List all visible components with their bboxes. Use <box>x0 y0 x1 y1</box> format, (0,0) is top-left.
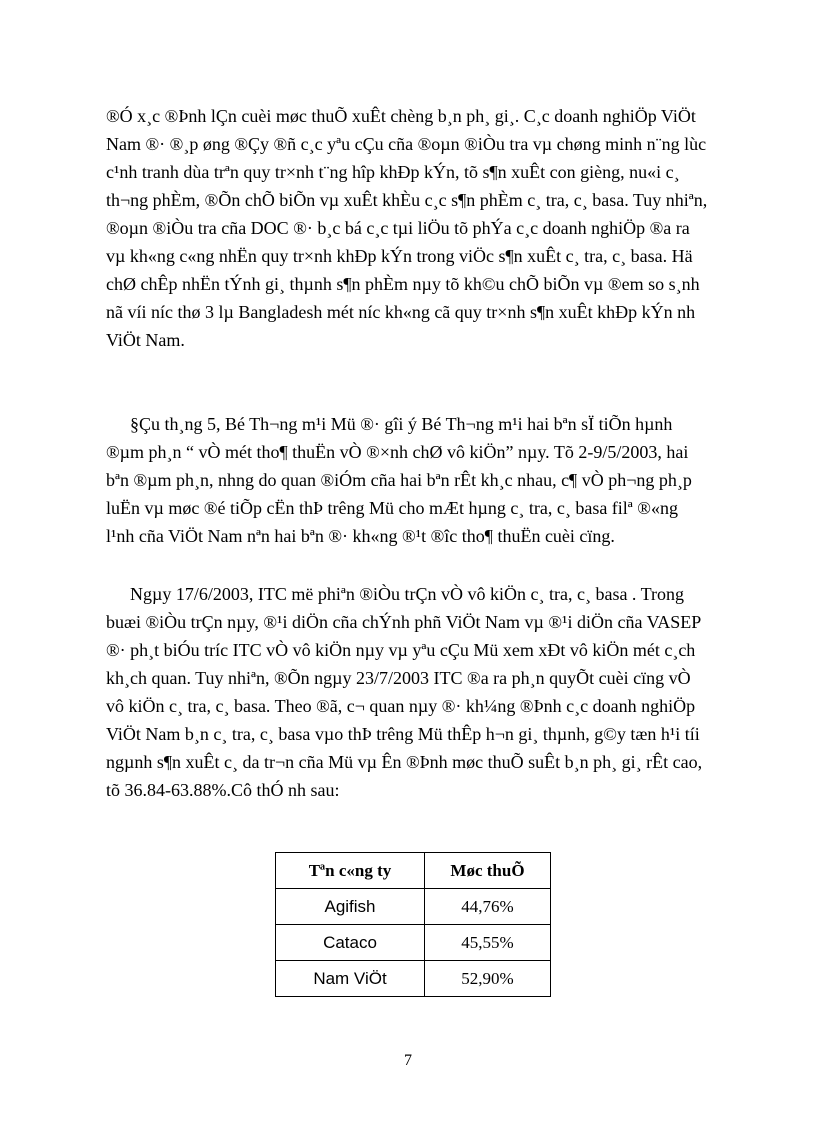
text-line: tõ 36.84-63.88%.Cô thÓ nh sau: <box>106 780 340 800</box>
text-line: nã víi níc thø 3 lµ Bangladesh mét níc kh«ng cã quy tr×nh s¶n xuÊt khÐp kÝn nh <box>106 302 696 322</box>
paragraph-itc-hearing <box>106 580 742 804</box>
table-row <box>276 889 551 925</box>
table-header-row <box>276 853 551 889</box>
text-line: luËn vµ møc ®é tiÕp cËn thÞ trêng Mü cho mÆt hµng c¸ tra, c¸ basa filª ®«ng <box>106 498 678 518</box>
company-cell: Agifish <box>276 889 425 925</box>
text-line: c¹nh tranh dùa trªn quy tr×nh t¨ng hîp khÐp kÝn, tõ s¶n xuÊt con gièng, nu«i c¸ <box>106 162 680 182</box>
text-line: th¬ng phÈm, ®Õn chÕ biÕn vµ xuÊt khÈu c¸c s¶n phÈm c¸ tra, c¸ basa. Tuy nhiªn, <box>106 190 708 210</box>
text-line: vô kiÖn c¸ tra, c¸ basa. Theo ®ã, c¬ quan nµy ®· kh¼ng ®Þnh c¸c doanh nghiÖp <box>106 696 696 716</box>
text-line: §Çu th¸ng 5, Bé Th¬ng m¹i Mü ®· gîi ý Bé Th¬ng m¹i hai bªn sÏ tiÕn hµnh <box>130 414 673 434</box>
column-header-rate: Møc thuÕ <box>425 853 551 889</box>
company-cell: Cataco <box>276 925 425 961</box>
text-line: l¹nh cña ViÖt Nam nªn hai bªn ®· kh«ng ®¹t ®îc tho¶ thuËn cuèi cïng. <box>106 526 615 546</box>
text-line: ®oµn ®iÒu tra cña DOC ®· b¸c bá c¸c tµi liÖu tõ phÝa c¸c doanh nghiÖp ®a ra <box>106 218 690 238</box>
table-row <box>276 961 551 997</box>
page-number: 7 <box>404 1052 412 1069</box>
text-line: bªn ®µm ph¸n, nhng do quan ®iÓm cña hai bªn rÊt kh¸c nhau, c¶ vÒ ph¬ng ph¸p <box>106 470 692 490</box>
table-row <box>276 925 551 961</box>
paragraph-antidumping-determination <box>106 102 742 354</box>
rate-cell: 44,76% <box>425 889 551 925</box>
text-line: ViÖt Nam b¸n c¸ tra, c¸ basa vµo thÞ trêng Mü thÊp h¬n gi¸ thµnh, g©y tæn h¹i tíi <box>106 724 700 744</box>
text-line: ViÖt Nam. <box>106 330 185 350</box>
rate-cell: 52,90% <box>425 961 551 997</box>
text-line: ®µm ph¸n “ vÒ mét tho¶ thuËn vÒ ®×nh chØ vô kiÖn” nµy. Tõ 2-9/5/2003, hai <box>106 442 689 462</box>
paragraph-negotiations <box>106 410 742 550</box>
text-line: vµ kh«ng c«ng nhËn quy tr×nh khÐp kÝn trong viÖc s¶n xuÊt c¸ tra, c¸ basa. Hä <box>106 246 693 266</box>
tariff-rate-table <box>275 852 551 997</box>
text-line: Nam ®· ®¸p øng ®Çy ®ñ c¸c yªu cÇu cña ®oµn ®iÒu tra vµ chøng minh n¨ng lùc <box>106 134 707 154</box>
text-line: ®· ph¸t biÓu tríc ITC vÒ vô kiÖn nµy vµ yªu cÇu Mü xem xÐt vô kiÖn mét c¸ch <box>106 640 696 660</box>
column-header-company: Tªn c«ng ty <box>276 853 425 889</box>
text-line: Ngµy 17/6/2003, ITC më phiªn ®iÒu trÇn vÒ vô kiÖn c¸ tra, c¸ basa . Trong <box>130 584 684 604</box>
text-line: kh¸ch quan. Tuy nhiªn, ®Õn ngµy 23/7/2003 ITC ®a ra ph¸n quyÕt cuèi cïng vÒ <box>106 668 691 688</box>
text-line: chØ chÊp nhËn tÝnh gi¸ thµnh s¶n phÈm nµy tõ kh©u chÕ biÕn vµ ®em so s¸nh <box>106 274 700 294</box>
text-line: ngµnh s¶n xuÊt c¸ da tr¬n cña Mü vµ Ên ®Þnh møc thuÕ suÊt b¸n ph¸ gi¸ rÊt cao, <box>106 752 703 772</box>
text-line: buæi ®iÒu trÇn nµy, ®¹i diÖn cña chÝnh phñ ViÖt Nam vµ ®¹i diÖn cña VASEP <box>106 612 702 632</box>
text-line: ®Ó x¸c ®Þnh lÇn cuèi møc thuÕ xuÊt chèng b¸n ph¸ gi¸. C¸c doanh nghiÖp ViÖt <box>106 106 696 126</box>
company-cell: Nam ViÖt <box>276 961 425 997</box>
rate-cell: 45,55% <box>425 925 551 961</box>
